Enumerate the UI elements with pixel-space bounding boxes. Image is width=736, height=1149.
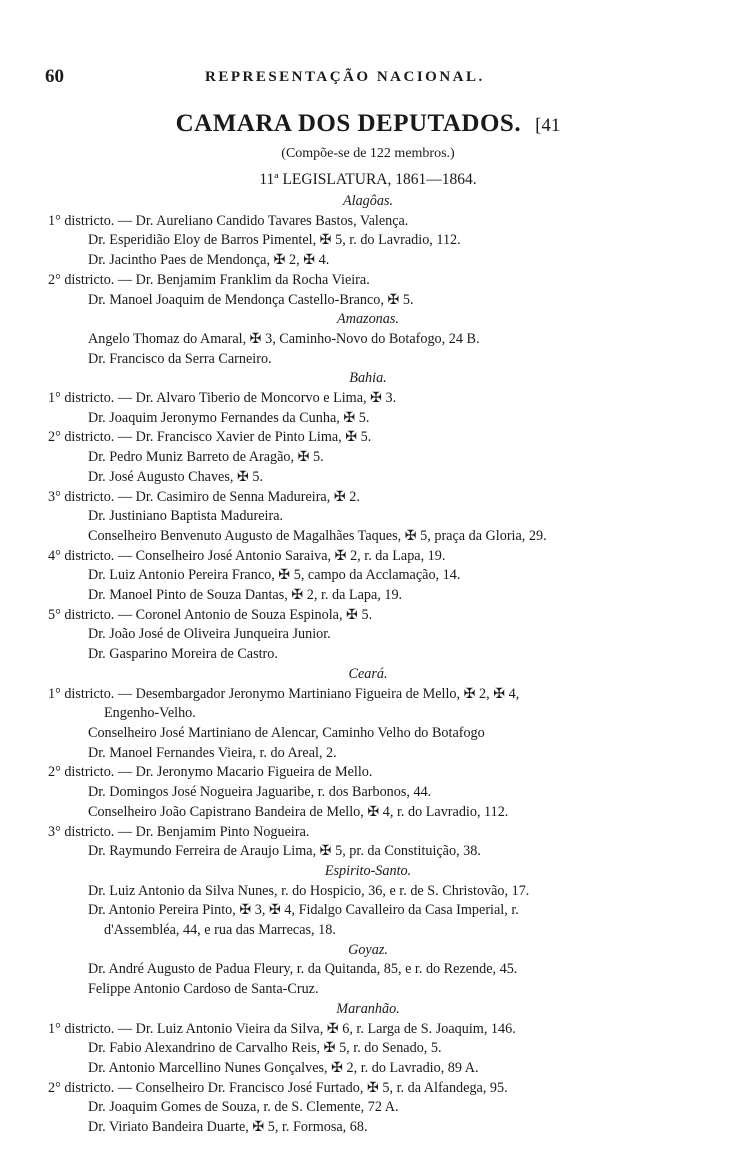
deputy-line: Dr. Manoel Pinto de Souza Dantas, ✠ 2, r. da Lapa, 19. bbox=[88, 587, 403, 604]
deputy-line: Dr. Manoel Joaquim de Mendonça Castello-Branco, ✠ 5. bbox=[88, 291, 414, 308]
province-heading: Goyaz. bbox=[348, 941, 388, 958]
province-heading: Maranhão. bbox=[336, 1000, 400, 1017]
deputy-line: 1° districto. — Desembargador Jeronymo Martiniano Figueira de Mello, ✠ 2, ✠ 4, bbox=[48, 685, 520, 702]
province-heading: Espirito-Santo. bbox=[324, 862, 412, 879]
deputy-line: Dr. Antonio Marcellino Nunes Gonçalves, ✠ 2, r. do Lavradio, 89 A. bbox=[88, 1059, 479, 1076]
deputy-line: Angelo Thomaz do Amaral, ✠ 3, Caminho-Novo do Botafogo, 24 B. bbox=[88, 330, 480, 347]
deputy-line: 2° districto. — Dr. Jeronymo Macario Figueira de Mello. bbox=[48, 764, 373, 781]
deputy-line: 2° districto. — Dr. Francisco Xavier de Pinto Lima, ✠ 5. bbox=[48, 429, 372, 446]
deputy-line: Dr. João José de Oliveira Junqueira Junior. bbox=[88, 626, 331, 643]
deputy-line: Dr. José Augusto Chaves, ✠ 5. bbox=[88, 468, 264, 485]
deputy-line: Dr. Luiz Antonio Pereira Franco, ✠ 5, campo da Acclamação, 14. bbox=[88, 567, 461, 584]
deputy-line: Dr. Fabio Alexandrino de Carvalho Reis, ✠ 5, r. do Senado, 5. bbox=[88, 1040, 442, 1057]
deputy-line: Dr. Gasparino Moreira de Castro. bbox=[88, 646, 278, 663]
province-heading: Amazonas. bbox=[337, 311, 399, 328]
province-heading: Ceará. bbox=[348, 665, 388, 682]
page-number: 60 bbox=[45, 66, 64, 87]
deputy-line: Conselheiro João Capistrano Bandeira de Mello, ✠ 4, r. do Lavradio, 112. bbox=[88, 803, 509, 820]
legislature-heading: 11ª LEGISLATURA, 1861—1864. bbox=[259, 171, 477, 188]
deputy-line: 1° districto. — Dr. Alvaro Tiberio de Moncorvo e Lima, ✠ 3. bbox=[48, 390, 397, 407]
deputy-line: Dr. Raymundo Ferreira de Araujo Lima, ✠ 5, pr. da Constituição, 38. bbox=[88, 843, 481, 860]
deputy-line: 2° districto. — Conselheiro Dr. Francisco José Furtado, ✠ 5, r. da Alfandega, 95. bbox=[48, 1079, 508, 1096]
title-note: [41 bbox=[535, 115, 561, 136]
deputy-line: 5° districto. — Coronel Antonio de Souza Espinola, ✠ 5. bbox=[48, 606, 373, 623]
deputy-line: 1° districto. — Dr. Luiz Antonio Vieira da Silva, ✠ 6, r. Larga de S. Joaquim, 146. bbox=[48, 1020, 516, 1037]
deputy-line: 3° districto. — Dr. Benjamim Pinto Nogueira. bbox=[48, 823, 310, 840]
deputy-line: d'Assembléa, 44, e rua das Marrecas, 18. bbox=[104, 922, 336, 939]
deputies-list bbox=[48, 192, 688, 1138]
deputy-line: Dr. Joaquim Jeronymo Fernandes da Cunha, ✠ 5. bbox=[88, 409, 370, 426]
deputy-line: Dr. André Augusto de Padua Fleury, r. da Quitanda, 85, e r. do Rezende, 45. bbox=[88, 961, 518, 978]
deputy-line: Engenho-Velho. bbox=[104, 705, 196, 722]
deputy-line: Dr. Jacintho Paes de Mendonça, ✠ 2, ✠ 4. bbox=[88, 252, 330, 269]
deputy-line: Felippe Antonio Cardoso de Santa-Cruz. bbox=[88, 981, 319, 998]
deputy-line: 4° districto. — Conselheiro José Antonio Saraiva, ✠ 2, r. da Lapa, 19. bbox=[48, 547, 446, 564]
page-title bbox=[0, 110, 736, 138]
deputy-line: 2° districto. — Dr. Benjamim Franklim da Rocha Vieira. bbox=[48, 271, 370, 288]
member-count: (Compõe-se de 122 membros.) bbox=[281, 146, 455, 161]
deputy-line: Dr. Esperidião Eloy de Barros Pimentel, ✠ 5, r. do Lavradio, 112. bbox=[88, 232, 461, 249]
province-heading: Bahia. bbox=[349, 370, 387, 387]
deputy-line: 1° districto. — Dr. Aureliano Candido Tavares Bastos, Valença. bbox=[48, 212, 409, 229]
deputy-line: Dr. Francisco da Serra Carneiro. bbox=[88, 350, 272, 367]
province-heading: Alagôas. bbox=[342, 193, 394, 209]
deputy-line: Dr. Viriato Bandeira Duarte, ✠ 5, r. Formosa, 68. bbox=[88, 1119, 368, 1136]
deputy-line: Dr. Pedro Muniz Barreto de Aragão, ✠ 5. bbox=[88, 449, 324, 466]
deputy-line: Dr. Domingos José Nogueira Jaguaribe, r. dos Barbonos, 44. bbox=[88, 784, 432, 801]
page-header bbox=[45, 66, 685, 90]
deputy-line: Dr. Luiz Antonio da Silva Nunes, r. do Hospicio, 36, e r. de S. Christovão, 17. bbox=[88, 882, 530, 899]
deputy-line: Dr. Antonio Pereira Pinto, ✠ 3, ✠ 4, Fidalgo Cavalleiro da Casa Imperial, r. bbox=[88, 902, 519, 919]
deputy-line: Dr. Manoel Fernandes Vieira, r. do Areal, 2. bbox=[88, 744, 337, 761]
chamber-title: CAMARA DOS DEPUTADOS. bbox=[175, 110, 522, 137]
deputy-line: 3° districto. — Dr. Casimiro de Senna Madureira, ✠ 2. bbox=[48, 488, 360, 505]
running-title: REPRESENTAÇÃO NACIONAL. bbox=[205, 69, 485, 85]
deputy-line: Dr. Joaquim Gomes de Souza, r. de S. Clemente, 72 A. bbox=[88, 1099, 399, 1116]
deputy-line: Conselheiro José Martiniano de Alencar, Caminho Velho do Botafogo bbox=[88, 724, 485, 741]
deputy-line: Conselheiro Benvenuto Augusto de Magalhães Taques, ✠ 5, praça da Gloria, 29. bbox=[88, 527, 547, 544]
deputy-line: Dr. Justiniano Baptista Madureira. bbox=[88, 508, 284, 525]
